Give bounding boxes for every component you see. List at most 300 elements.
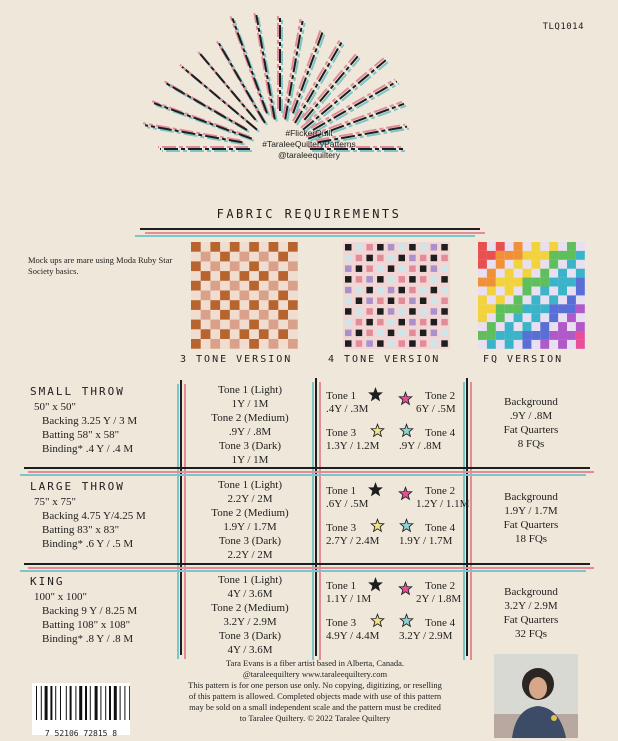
- swatch-block: [431, 265, 438, 272]
- swatch-block: [505, 331, 514, 340]
- swatch-block: [366, 308, 373, 315]
- swatch-block: [356, 330, 363, 337]
- swatch-block: [191, 261, 201, 271]
- swatch-block: [191, 281, 201, 291]
- swatch-block: [356, 255, 363, 262]
- swatch-block: [259, 291, 269, 301]
- bio-line: Tara Evans is a fiber artist based in Alberta, Canada.: [225, 658, 405, 668]
- three-tone-line: .9Y / .8M: [228, 426, 272, 438]
- swatch-block: [531, 260, 540, 269]
- swatch-block: [567, 260, 576, 269]
- swatch-block: [531, 251, 540, 260]
- swatch-block: [496, 304, 505, 313]
- tone3-label: Tone 3: [326, 617, 357, 629]
- heading-rule-teal: [135, 235, 475, 237]
- swatch-block: [523, 269, 532, 278]
- swatch-block: [345, 287, 352, 294]
- swatch-block: [345, 244, 352, 251]
- swatch-block: [366, 298, 373, 305]
- swatch-block: [420, 287, 427, 294]
- barcode-bar: [75, 686, 76, 720]
- barcode-bar: [36, 686, 37, 720]
- swatch-block: [377, 276, 384, 283]
- swatch-block: [514, 242, 523, 251]
- fq-line: Background: [504, 491, 558, 503]
- swatch-block: [514, 313, 523, 322]
- sun-ray: [306, 58, 359, 122]
- swatch-block: [399, 244, 406, 251]
- swatch-block: [549, 278, 558, 287]
- swatch-block: [388, 244, 395, 251]
- three-tone-cell: [186, 478, 314, 562]
- swatch-block: [366, 276, 373, 283]
- heading-rule-pink: [145, 232, 485, 234]
- tone1-label: Tone 1: [326, 485, 357, 497]
- swatch-block: [478, 331, 487, 340]
- swatch-block: [478, 313, 487, 322]
- swatch-block: [487, 251, 496, 260]
- fq-line: 8 FQs: [517, 438, 545, 450]
- label-3-tone: 3 TONE VERSION: [180, 354, 293, 365]
- swatch-block: [356, 298, 363, 305]
- swatch-block: [431, 276, 438, 283]
- tone3-value: 2.7Y / 2.4M: [326, 535, 380, 547]
- fq-line: Fat Quarters: [503, 519, 559, 531]
- swatch-block: [269, 339, 279, 349]
- swatch-block: [420, 340, 427, 347]
- swatch-block: [558, 340, 567, 349]
- tone3-value: 1.3Y / 1.2M: [326, 440, 380, 452]
- barcode-bar: [85, 686, 87, 720]
- swatch-block: [399, 255, 406, 262]
- swatch-block: [567, 242, 576, 251]
- star-pink-icon: [398, 486, 413, 501]
- size-dimensions: 100" x 100": [34, 591, 87, 603]
- swatch-block: [505, 322, 514, 331]
- pattern-code: TLQ1014: [542, 22, 584, 32]
- swatch-block: [441, 340, 448, 347]
- swatch-block: [278, 310, 288, 320]
- three-tone-line: Tone 3 (Dark): [218, 535, 282, 547]
- swatch-block: [496, 260, 505, 269]
- swatch-block: [388, 287, 395, 294]
- swatch-block: [420, 265, 427, 272]
- swatch-block: [210, 242, 220, 252]
- swatch-block: [345, 319, 352, 326]
- three-tone-line: Tone 1 (Light): [218, 384, 282, 396]
- barcode-bar: [124, 686, 125, 720]
- three-tone-line: 3.2Y / 2.9M: [223, 616, 277, 628]
- swatch-block: [230, 261, 240, 271]
- swatch-block: [399, 330, 406, 337]
- swatch-block: [377, 319, 384, 326]
- swatch-block: [288, 261, 298, 271]
- swatch-block: [399, 319, 406, 326]
- grid-line: [20, 570, 586, 572]
- swatch-block: [420, 298, 427, 305]
- fq-cell: [472, 585, 590, 641]
- hashtag-patterns: #TaraleeQuilteryPatterns: [262, 139, 356, 149]
- swatch-block: [514, 295, 523, 304]
- swatch-block: [549, 295, 558, 304]
- swatch-block: [399, 265, 406, 272]
- swatch-block: [259, 329, 269, 339]
- swatch-block: [345, 330, 352, 337]
- barcode-bar: [105, 686, 106, 720]
- three-tone-line: 2.2Y / 2M: [227, 493, 273, 505]
- swatch-block: [514, 278, 523, 287]
- swatch-block: [249, 300, 259, 310]
- star-teal-icon: [399, 613, 414, 628]
- swatch-block: [514, 331, 523, 340]
- swatch-fq: [478, 242, 585, 349]
- swatch-block: [278, 271, 288, 281]
- size-dimensions: 50" x 50": [34, 401, 76, 413]
- swatch-block: [388, 276, 395, 283]
- barcode-bar: [90, 686, 91, 720]
- swatch-block: [420, 255, 427, 262]
- swatch-4-tone: [343, 242, 450, 349]
- swatch-block: [366, 255, 373, 262]
- swatch-block: [549, 251, 558, 260]
- swatch-block: [523, 287, 532, 296]
- barcode-bar: [66, 686, 67, 720]
- swatch-block: [478, 251, 487, 260]
- designer-photo-graphic: [494, 654, 578, 738]
- tone1-label: Tone 1: [326, 390, 357, 402]
- swatch-block: [549, 304, 558, 313]
- swatch-block: [540, 287, 549, 296]
- swatch-block: [191, 242, 201, 252]
- swatch-block: [540, 278, 549, 287]
- swatch-block: [409, 340, 416, 347]
- label-fq: FQ VERSION: [483, 354, 564, 365]
- swatch-block: [576, 251, 585, 260]
- swatch-block: [288, 281, 298, 291]
- grid-line: [28, 471, 594, 473]
- star-yellow-icon: [370, 518, 385, 533]
- swatch-block: [576, 340, 585, 349]
- swatch-block: [220, 271, 230, 281]
- tone1-value: .4Y / .3M: [326, 403, 369, 415]
- three-tone-line: 4Y / 3.6M: [227, 588, 273, 600]
- tone1-label: Tone 1: [326, 580, 357, 592]
- swatch-block: [431, 244, 438, 251]
- swatch-block: [478, 295, 487, 304]
- swatch-block: [259, 252, 269, 262]
- swatch-block: [496, 313, 505, 322]
- swatch-block: [345, 265, 352, 272]
- barcode-bar: [50, 686, 52, 720]
- three-tone-line: Tone 3 (Dark): [218, 630, 282, 642]
- tone4-label: Tone 4: [425, 522, 456, 534]
- swatch-block: [377, 244, 384, 251]
- swatch-block: [269, 261, 279, 271]
- swatch-block: [377, 340, 384, 347]
- size-title: SMALL THROW: [30, 385, 125, 398]
- barcode-bars: [32, 683, 130, 723]
- size-binding: Binding* .8 Y / .8 M: [42, 633, 134, 645]
- swatch-block: [345, 276, 352, 283]
- swatch-block: [249, 261, 259, 271]
- swatch-block: [487, 287, 496, 296]
- star-teal-icon: [399, 518, 414, 533]
- swatch-block: [496, 251, 505, 260]
- swatch-block: [399, 340, 406, 347]
- swatch-block: [366, 340, 373, 347]
- swatch-block: [409, 276, 416, 283]
- star-pink-icon: [398, 391, 413, 406]
- swatch-block: [220, 329, 230, 339]
- swatch-block: [531, 295, 540, 304]
- fq-line: 18 FQs: [514, 533, 548, 545]
- swatch-block: [523, 251, 532, 260]
- tone1-value: .6Y / .5M: [326, 498, 369, 510]
- tone2-value: 6Y / .5M: [416, 403, 456, 415]
- swatch-block: [441, 244, 448, 251]
- swatch-block: [259, 310, 269, 320]
- swatch-block: [201, 252, 211, 262]
- swatch-block: [366, 265, 373, 272]
- swatch-block: [240, 291, 250, 301]
- barcode-bar: [41, 686, 42, 720]
- swatch-block: [478, 260, 487, 269]
- swatch-block: [514, 304, 523, 313]
- star-dark-icon: [368, 482, 383, 497]
- swatch-block: [531, 331, 540, 340]
- swatch-block: [191, 320, 201, 330]
- three-tone-line: Tone 2 (Medium): [211, 507, 289, 519]
- swatch-block: [531, 304, 540, 313]
- swatch-block: [487, 269, 496, 278]
- designer-photo: [494, 654, 578, 738]
- barcode-bar: [55, 686, 56, 720]
- swatch-block: [441, 330, 448, 337]
- swatch-block: [409, 298, 416, 305]
- tone2-label: Tone 2: [425, 390, 456, 402]
- swatch-block: [399, 308, 406, 315]
- swatch-block: [441, 255, 448, 262]
- section-heading: FABRIC REQUIREMENTS: [216, 207, 402, 221]
- swatch-block: [377, 308, 384, 315]
- size-binding: Binding* .6 Y / .5 M: [42, 538, 134, 550]
- swatch-block: [558, 287, 567, 296]
- swatch-block: [388, 319, 395, 326]
- three-tone-line: 2.2Y / 2M: [227, 549, 273, 561]
- swatch-block: [496, 331, 505, 340]
- swatch-block: [278, 252, 288, 262]
- swatch-block: [230, 242, 240, 252]
- sunburst-graphic: [140, 4, 420, 189]
- size-backing: Backing 9 Y / 8.25 M: [42, 605, 138, 617]
- three-tone-line: 4Y / 3.6M: [227, 644, 273, 656]
- tone4-label: Tone 4: [425, 617, 456, 629]
- swatch-block: [345, 255, 352, 262]
- swatch-block: [201, 291, 211, 301]
- tone1-value: 1.1Y / 1M: [326, 593, 372, 605]
- swatch-block: [549, 313, 558, 322]
- bio-line: This pattern is for one person use only. No copying, digitizing, or reselling: [188, 680, 442, 690]
- three-tone-line: 1Y / 1M: [231, 454, 269, 466]
- swatch-block: [356, 265, 363, 272]
- bio-contact: @taraleequiltery www.taraleequiltery.com: [242, 669, 388, 679]
- size-dimensions: 75" x 75": [34, 496, 76, 508]
- grid-line: [466, 378, 468, 656]
- swatch-block: [441, 287, 448, 294]
- swatch-block: [240, 329, 250, 339]
- swatch-block: [191, 339, 201, 349]
- swatch-block: [540, 251, 549, 260]
- swatch-block: [230, 300, 240, 310]
- star-yellow-icon: [370, 613, 385, 628]
- grid-line: [463, 382, 465, 660]
- size-backing: Backing 3.25 Y / 3 M: [42, 415, 138, 427]
- swatch-block: [567, 331, 576, 340]
- bio-line: may be sold on a small independent scale and the pattern must be credited: [189, 702, 441, 712]
- swatch-block: [567, 295, 576, 304]
- sun-ray: [258, 17, 276, 121]
- swatch-block: [420, 319, 427, 326]
- swatch-block: [220, 310, 230, 320]
- fq-line: 3.2Y / 2.9M: [504, 600, 558, 612]
- three-tone-cell: [186, 383, 314, 467]
- swatch-block: [269, 281, 279, 291]
- swatch-block: [505, 340, 514, 349]
- swatch-block: [514, 251, 523, 260]
- three-tone-line: Tone 1 (Light): [218, 574, 282, 586]
- swatch-block: [377, 255, 384, 262]
- three-tone-line: Tone 2 (Medium): [211, 602, 289, 614]
- swatch-block: [540, 340, 549, 349]
- tone4-value: .9Y / .8M: [399, 440, 442, 452]
- tone4-label: Tone 4: [425, 427, 456, 439]
- star-pink-icon: [398, 581, 413, 596]
- grid-line: [315, 378, 317, 656]
- swatch-block: [345, 340, 352, 347]
- swatch-block: [478, 242, 487, 251]
- swatch-block: [230, 320, 240, 330]
- barcode-bar: [60, 686, 61, 720]
- swatch-block: [399, 287, 406, 294]
- swatch-block: [431, 255, 438, 262]
- three-tone-line: Tone 3 (Dark): [218, 440, 282, 452]
- swatch-block: [558, 269, 567, 278]
- size-batting: Batting 108" x 108": [42, 619, 131, 631]
- barcode: [32, 683, 130, 738]
- tone2-label: Tone 2: [425, 485, 456, 497]
- swatch-block: [558, 251, 567, 260]
- bio-line: to Taralee Quiltery. © 2022 Taralee Quiltery: [239, 713, 391, 723]
- swatch-block: [377, 298, 384, 305]
- three-tone-line: Tone 2 (Medium): [211, 412, 289, 424]
- mockup-note: Mock ups are mare using Moda Ruby Star Society basics.: [28, 255, 173, 276]
- star-teal-icon: [399, 423, 414, 438]
- swatch-block: [388, 330, 395, 337]
- size-title: LARGE THROW: [30, 480, 125, 493]
- grid-line: [20, 474, 586, 476]
- swatch-block: [431, 340, 438, 347]
- fq-line: .9Y / .8M: [509, 410, 553, 422]
- star-yellow-icon: [370, 423, 385, 438]
- grid-line: [177, 384, 179, 659]
- swatch-block: [558, 304, 567, 313]
- swatch-block: [366, 244, 373, 251]
- swatch-block: [505, 278, 514, 287]
- swatch-block: [409, 319, 416, 326]
- swatch-block: [409, 265, 416, 272]
- swatch-block: [399, 276, 406, 283]
- swatch-block: [278, 329, 288, 339]
- swatch-block: [269, 320, 279, 330]
- grid-line: [24, 467, 590, 469]
- swatch-block: [514, 260, 523, 269]
- label-4-tone: 4 TONE VERSION: [328, 354, 441, 365]
- swatch-block: [240, 252, 250, 262]
- swatch-block: [345, 298, 352, 305]
- tone3-label: Tone 3: [326, 427, 357, 439]
- swatch-block: [478, 278, 487, 287]
- grid-line: [28, 567, 594, 569]
- barcode-bar: [45, 686, 48, 720]
- swatch-block: [558, 322, 567, 331]
- heading-rule-black: [140, 228, 480, 230]
- swatch-block: [377, 287, 384, 294]
- swatch-block: [220, 291, 230, 301]
- swatch-block: [409, 244, 416, 251]
- swatch-block: [487, 322, 496, 331]
- swatch-3-tone: [191, 242, 298, 349]
- swatch-block: [496, 295, 505, 304]
- fq-line: Background: [504, 396, 558, 408]
- swatch-block: [576, 304, 585, 313]
- star-dark-icon: [368, 577, 383, 592]
- swatch-block: [505, 304, 514, 313]
- swatch-block: [388, 308, 395, 315]
- swatch-block: [540, 269, 549, 278]
- tone4-value: 3.2Y / 2.9M: [399, 630, 453, 642]
- swatch-block: [210, 339, 220, 349]
- barcode-number: 7 52106 72815 8: [44, 729, 118, 738]
- swatch-block: [288, 300, 298, 310]
- swatch-block: [576, 331, 585, 340]
- designer-bio: [135, 658, 495, 724]
- swatch-block: [377, 330, 384, 337]
- swatch-block: [567, 304, 576, 313]
- swatch-block: [356, 244, 363, 251]
- swatch-block: [409, 308, 416, 315]
- fq-line: Background: [504, 586, 558, 598]
- swatch-block: [201, 329, 211, 339]
- hashtags: [0, 128, 618, 161]
- size-batting: Batting 58" x 58": [42, 429, 120, 441]
- swatch-block: [399, 298, 406, 305]
- swatch-block: [431, 287, 438, 294]
- swatch-block: [496, 242, 505, 251]
- swatch-block: [366, 330, 373, 337]
- swatch-block: [356, 340, 363, 347]
- swatch-block: [576, 322, 585, 331]
- swatch-block: [558, 331, 567, 340]
- barcode-bar: [100, 686, 101, 720]
- tone2-label: Tone 2: [425, 580, 456, 592]
- swatch-block: [431, 308, 438, 315]
- grid-line: [24, 563, 590, 565]
- barcode-bar: [95, 686, 98, 720]
- swatch-block: [366, 287, 373, 294]
- sun-ray: [283, 19, 300, 117]
- swatch-block: [505, 287, 514, 296]
- swatch-block: [420, 244, 427, 251]
